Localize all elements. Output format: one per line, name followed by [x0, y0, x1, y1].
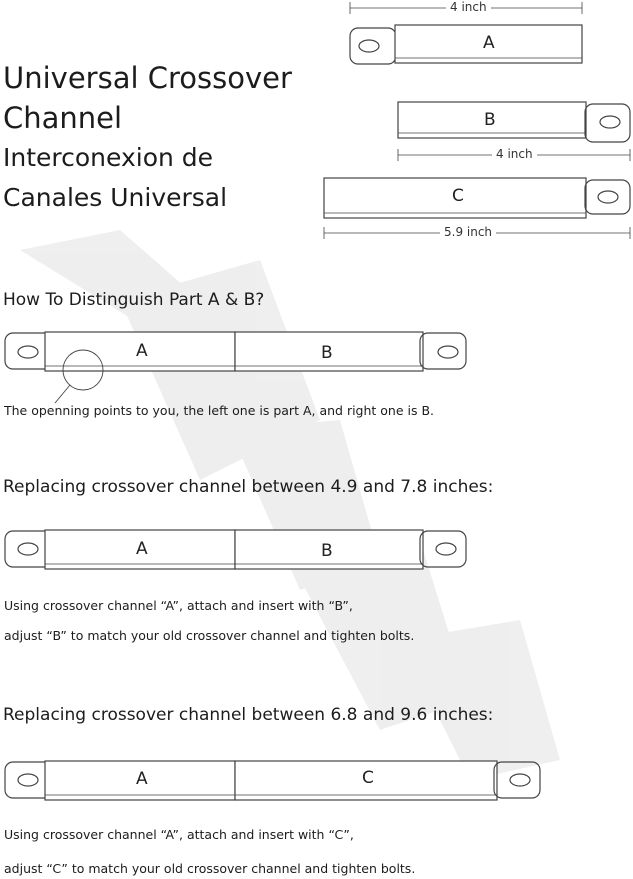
- part-c-tab: [585, 180, 630, 214]
- s1-right-tab: [420, 333, 466, 369]
- part-a-label: A: [483, 33, 495, 53]
- title-line-2: Channel: [3, 101, 123, 135]
- section1-note: The openning points to you, the left one is part A, and right one is B.: [4, 403, 435, 418]
- title-line-4: Canales Universal: [3, 183, 228, 212]
- section3-label-a: A: [136, 769, 148, 789]
- section3-note-2: adjust “C” to match your old crossover channel and tighten bolts.: [4, 861, 416, 876]
- part-c-hole: [598, 191, 618, 203]
- section2-note-1: Using crossover channel “A”, attach and insert with “B”,: [4, 598, 353, 613]
- part-b-label: B: [484, 110, 496, 130]
- part-a-hole: [359, 40, 379, 52]
- s3-right-tab: [494, 762, 540, 798]
- part-a-tab: [350, 28, 396, 64]
- title-line-1: Universal Crossover: [3, 61, 292, 95]
- part-b-width-label: 4 inch: [492, 147, 537, 161]
- part-c-label: C: [452, 186, 464, 206]
- section3-heading: Replacing crossover channel between 6.8 and 9.6 inches:: [3, 705, 494, 725]
- section2-note-2: adjust “B” to match your old crossover channel and tighten bolts.: [4, 628, 415, 643]
- part-c-width-label: 5.9 inch: [440, 225, 496, 239]
- section2-label-b: B: [321, 541, 333, 561]
- section2-label-a: A: [136, 539, 148, 559]
- section3-label-c: C: [362, 768, 374, 788]
- part-b-hole: [600, 116, 620, 128]
- part-a-width-label: 4 inch: [446, 0, 491, 14]
- section1-label-a: A: [136, 341, 148, 361]
- part-b-tab: [585, 104, 630, 142]
- section1-heading: How To Distinguish Part A & B?: [3, 290, 265, 310]
- section1-label-b: B: [321, 343, 333, 363]
- title-line-3: Interconexion de: [3, 143, 214, 172]
- s2-right-tab: [420, 531, 466, 567]
- section2-heading: Replacing crossover channel between 4.9 and 7.8 inches:: [3, 477, 494, 497]
- section3-note-1: Using crossover channel “A”, attach and insert with “C”,: [4, 827, 354, 842]
